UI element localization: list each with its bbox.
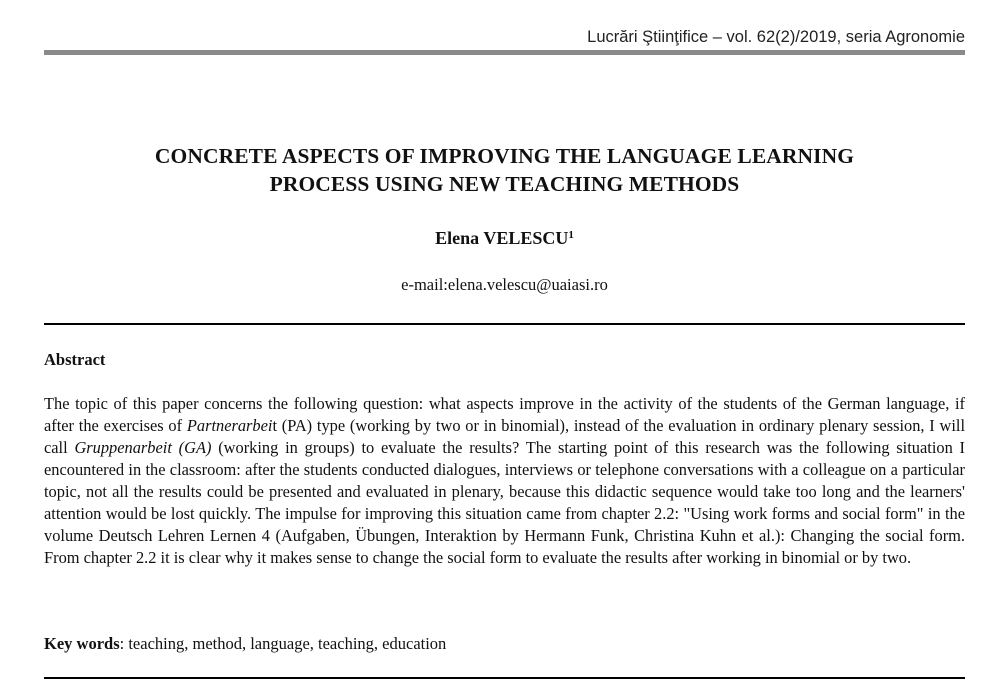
keywords-text: teaching, method, language, teaching, education [128, 634, 447, 653]
header-rule [44, 50, 965, 55]
abstract-bottom-rule [44, 677, 965, 679]
abstract-top-rule [44, 323, 965, 325]
author-email: e-mail:elena.velescu@uaiasi.ro [401, 275, 608, 294]
abstract-body [44, 393, 965, 569]
abstract-text-1: The topic of this paper concerns the following question: what aspects improve in the activity of the students of the German language, if after the exercises of [44, 394, 965, 435]
author [44, 228, 965, 249]
running-head: Lucrări Ştiinţifice – vol. 62(2)/2019, seria Agronomie [587, 28, 965, 46]
title-line-1: CONCRETE ASPECTS OF IMPROVING THE LANGUAGE LEARNING [154, 144, 855, 168]
keywords-separator: : [119, 634, 129, 653]
abstract-text-3: (working in groups) to evaluate the results? The starting point of this research was the following situation I encountered in the classroom: after the students conducted dialogues, interviews or telephone conversations with a colleague on a particular topic, not all the results could be presented and evaluated in plenary, because this didactic sequence would take too long and the learners' attention would be lost quickly. The impulse for improving this situation came from chapter 2.2: "Using work forms and social form" in the volume Deutsch Lehren Lernen 4 (Aufgaben, Übungen, Interaktion by Hermann Funk, Christina Kuhn et al.): Changing the social form. From chapter 2.2 it is clear why it makes sense to change the social form to evaluate the results after working in binomial or by two. [44, 438, 966, 567]
abstract-term-gruppenarbeit: Gruppenarbeit (GA) [74, 438, 212, 457]
abstract-text-2: t (PA) type (working by two or in binomial), instead of the evaluation in ordinary plenary session, I will call [44, 416, 965, 457]
abstract-term-partnerarbeit: Partnerarbei [186, 416, 273, 435]
abstract-heading: Abstract [44, 350, 106, 369]
author-name: Elena VELESCU [435, 228, 569, 248]
title-line-2: PROCESS USING NEW TEACHING METHODS [269, 172, 740, 196]
paper-title [44, 142, 965, 198]
affiliation-mark: 1 [568, 229, 574, 241]
keywords-label: Key words [44, 634, 120, 653]
keywords [44, 634, 446, 654]
